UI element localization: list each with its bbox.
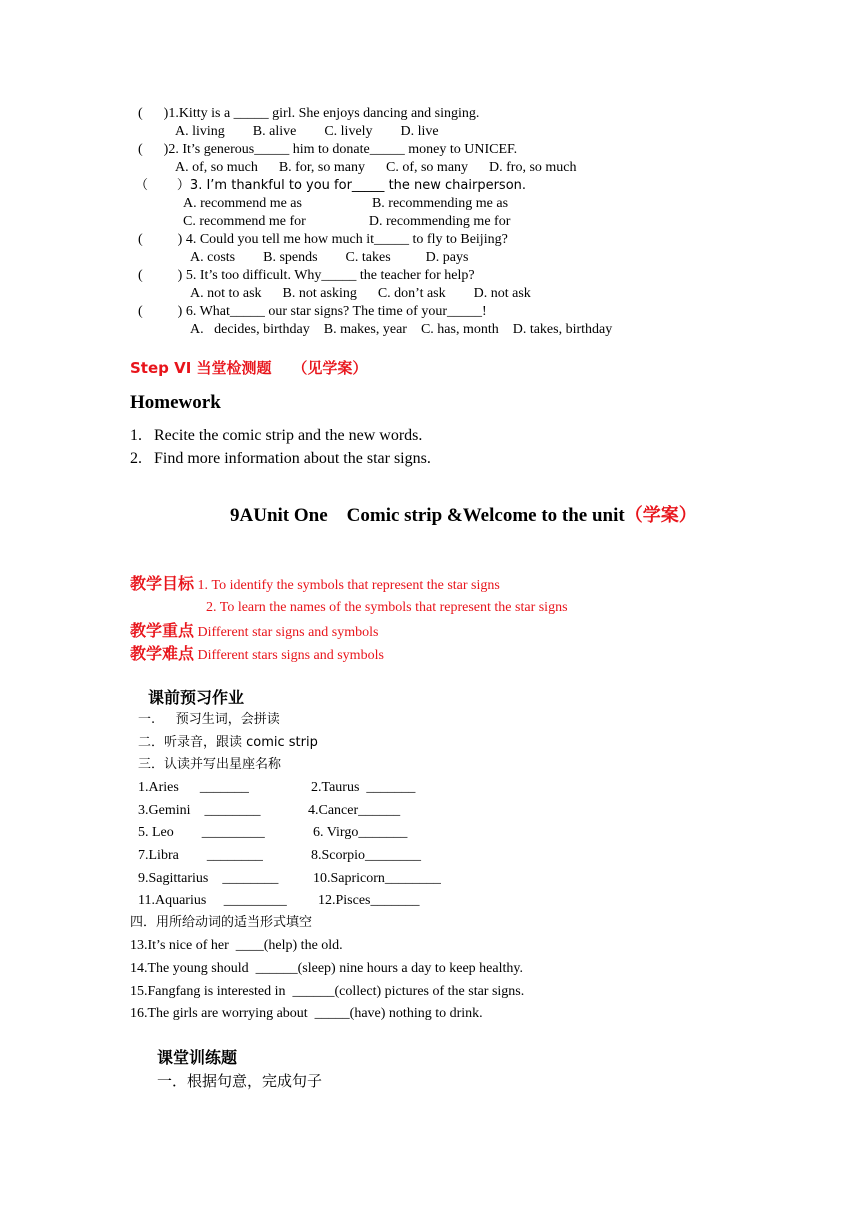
- preview-item-2: 二．听录音，跟读 comic strip: [138, 735, 318, 750]
- question-options: A. living B. alive C. lively D. live: [175, 124, 439, 139]
- star-sign-item: 11.Aquarius _________: [138, 893, 287, 908]
- key-point-text: Different star signs and symbols: [194, 625, 379, 640]
- fill-in-item: 15.Fangfang is interested in ______(collect) pictures of the star signs.: [130, 984, 525, 999]
- question-stem: ( ) 4. Could you tell me how much it_____ to fly to Beijing?: [138, 232, 508, 247]
- star-sign-item: 1.Aries _______: [138, 780, 249, 795]
- unit-title-suffix: （学案）: [624, 505, 697, 526]
- key-point: [130, 620, 378, 642]
- star-sign-item: 8.Scorpio________: [311, 848, 422, 863]
- question-options: A. not to ask B. not asking C. don’t ask D. not ask: [190, 286, 531, 301]
- preview-title: 课前预习作业: [148, 688, 245, 707]
- question-options: A. recommend me as B. recommending me as: [183, 196, 509, 211]
- unit-title-main: 9AUnit One Comic strip &Welcome to the unit: [230, 505, 625, 526]
- difficult-point: [130, 643, 384, 665]
- star-sign-item: 12.Pisces_______: [318, 893, 420, 908]
- preview-item-4: 四．用所给动词的适当形式填空: [130, 915, 313, 930]
- fill-in-item: 13.It’s nice of her ____(help) the old.: [130, 938, 343, 953]
- question-options: A. costs B. spends C. takes D. pays: [190, 250, 469, 265]
- question-options: A. decides, birthday B. makes, year C. has, month D. takes, birthday: [190, 322, 613, 337]
- preview-item-1: 一. 预习生词，会拼读: [138, 712, 280, 727]
- teaching-goal: [130, 573, 500, 595]
- star-sign-item: 9.Sagittarius ________: [138, 871, 279, 886]
- difficult-point-text: Different stars signs and symbols: [194, 648, 384, 663]
- star-sign-item: 2.Taurus _______: [311, 780, 416, 795]
- question-stem: （ ）3. I’m thankful to you for_____ the new chairperson.: [135, 178, 527, 193]
- teaching-goal-text: 1. To identify the symbols that represent the star signs: [194, 578, 500, 593]
- star-sign-item: 3.Gemini ________: [138, 803, 261, 818]
- star-sign-item: 7.Libra ________: [138, 848, 263, 863]
- question-stem: ( )1.Kitty is a _____ girl. She enjoys dancing and singing.: [138, 106, 480, 121]
- question-options: A. of, so much B. for, so many C. of, so many D. fro, so much: [175, 160, 577, 175]
- difficult-point-label: 教学难点: [130, 644, 195, 663]
- star-sign-item: 6. Virgo_______: [313, 825, 408, 840]
- homework-title: Homework: [130, 392, 221, 413]
- key-point-label: 教学重点: [130, 621, 195, 640]
- question-stem: ( )2. It’s generous_____ him to donate_____ money to UNICEF.: [138, 142, 518, 157]
- star-sign-item: 4.Cancer______: [308, 803, 401, 818]
- homework-item: 2. Find more information about the star signs.: [130, 450, 431, 467]
- question-stem: ( ) 6. What_____ our star signs? The time of your_____!: [138, 304, 487, 319]
- question-stem: ( ) 5. It’s too difficult. Why_____ the teacher for help?: [138, 268, 475, 283]
- unit-title: [230, 504, 697, 528]
- preview-item-3: 三．认读并写出星座名称: [138, 757, 282, 772]
- step-vi-heading: Step VI 当堂检测题 （见学案）: [130, 359, 368, 377]
- star-sign-item: 10.Sapricorn________: [313, 871, 441, 886]
- fill-in-item: 14.The young should ______(sleep) nine hours a day to keep healthy.: [130, 961, 523, 976]
- teaching-goal-2: 2. To learn the names of the symbols that represent the star signs: [206, 600, 568, 615]
- fill-in-item: 16.The girls are worrying about _____(have) nothing to drink.: [130, 1006, 483, 1021]
- question-options: C. recommend me for D. recommending me for: [183, 214, 511, 229]
- star-sign-item: 5. Leo _________: [138, 825, 265, 840]
- homework-item: 1. Recite the comic strip and the new words.: [130, 427, 423, 444]
- classwork-title: 课堂训练题: [157, 1048, 238, 1067]
- teaching-goal-label: 教学目标: [130, 574, 195, 593]
- classwork-item-1: 一．根据句意，完成句子: [157, 1072, 323, 1090]
